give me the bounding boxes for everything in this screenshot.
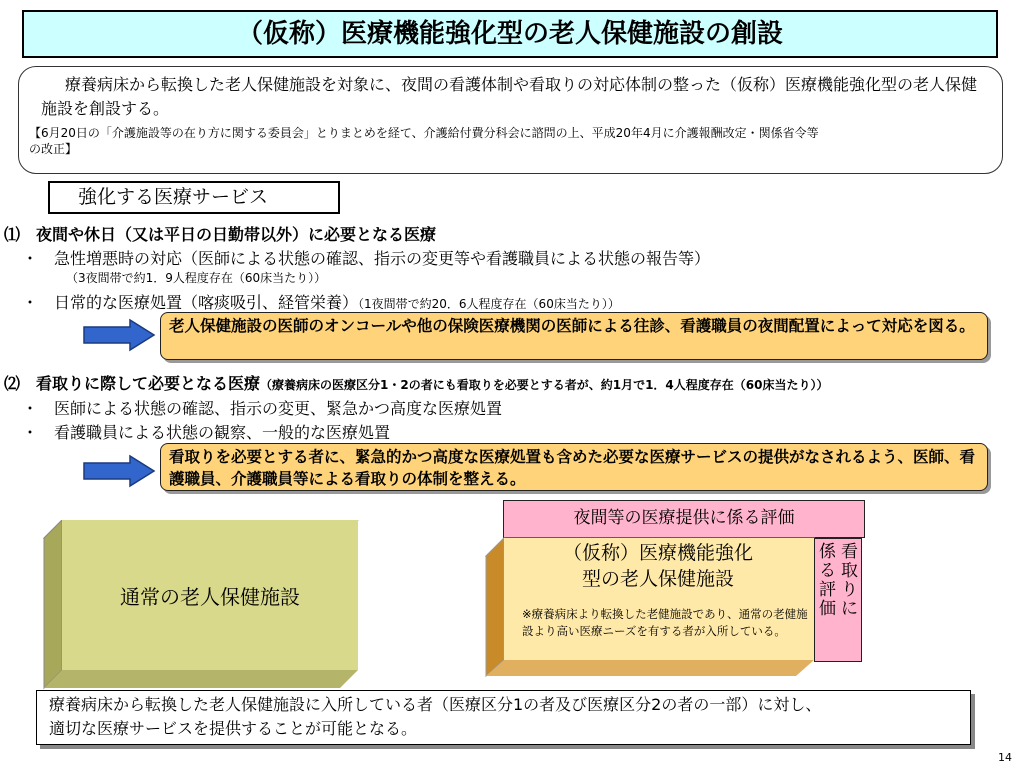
end-of-life-evaluation-label (814, 538, 862, 662)
intro-note (29, 125, 988, 157)
vertical-label-col2: 係る評価 (819, 542, 836, 619)
night-evaluation-label: 夜間等の医療提供に係る評価 (503, 500, 865, 538)
intro-note-line1: 【6月20日の「介護施設等の在り方に関する委員会」とりまとめを経て、介護給付費分科会に諮問の上、平成20年4月に介護報酬改定・関係省令等 (29, 126, 819, 140)
page-title: （仮称）医療機能強化型の老人保健施設の創設 (22, 10, 998, 58)
enhanced-facility-title (508, 540, 808, 592)
section1-bullet1-sub: （3夜間帯で約1．9人程度存在（60床当たり）） (66, 271, 327, 285)
section1-callout: 老人保健施設の医師のオンコールや他の保険医療機関の医師による往診、看護職員の夜間配置によって対応を図る。 (160, 312, 988, 360)
section2-bullet2: ・ 看護職員による状態の観察、一般的な医療処置 (22, 423, 391, 442)
intro-box (18, 66, 1003, 174)
section1-heading: ⑴ 夜間や休日（又は平日の日勤帯以外）に必要となる医療 (4, 225, 437, 244)
enhanced-facility-title-line2: 型の老人保健施設 (581, 568, 734, 590)
bottom-note-line2: 適切な医療サービスを提供することが可能となる。 (49, 719, 418, 738)
section1-bullet1: ・ 急性増悪時の対応（医師による状態の確認、指示の変更等や看護職員による状態の報告等） (22, 249, 711, 268)
section2-callout: 看取りを必要とする者に、緊急的かつ高度な医療処置も含めた必要な医療サービスの提供がなされるよう、医師、看護職員、介護職員等による看取りの体制を整える。 (160, 443, 988, 491)
section2-heading-main: ⑵ 看取りに際して必要となる医療 (4, 374, 261, 393)
intro-text: 療養病床から転換した老人保健施設を対象に、夜間の看護体制や看取りの対応体制の整った（仮称）医療機能強化型の老人保健施設を創設する。 (41, 75, 978, 118)
arrow-right-icon (82, 454, 158, 488)
enhanced-facility-note: ※療養病床より転換した老健施設であり、通常の老健施設より高い医療ニーズを有する者が入所している。 (522, 607, 808, 638)
section2-bullet1: ・ 医師による状態の確認、指示の変更、緊急かつ高度な医療処置 (22, 399, 503, 418)
normal-facility-label: 通常の老人保健施設 (120, 584, 300, 609)
page-number: 14 (998, 751, 1012, 764)
vertical-label-col1: 看取りに (841, 542, 858, 619)
section1-bullet2 (22, 290, 620, 313)
intro-note-line2: の改正】 (29, 142, 78, 156)
bottom-note (36, 690, 971, 745)
arrow-right-icon (82, 318, 158, 352)
section1-bullet2-note: （1夜間帯で約20．6人程度存在（60床当たり）） (358, 297, 620, 311)
section2-heading (4, 371, 828, 394)
section-heading: 強化する医療サービス (48, 181, 340, 214)
enhanced-facility-title-line1: （仮称）医療機能強化 (562, 542, 753, 564)
bottom-note-line1: 療養病床から転換した老人保健施設に入所している者（医療区分1の者及び医療区分2の者の一部）に対し、 (49, 695, 822, 714)
section2-heading-note: （療養病床の医療区分1・2の者にも看取りを必要とする者が、約1月で1．4人程度存在（60床当たり）） (260, 378, 829, 392)
section1-bullet2-main: ・ 日常的な医療処置（喀痰吸引、経管栄養） (22, 293, 359, 312)
